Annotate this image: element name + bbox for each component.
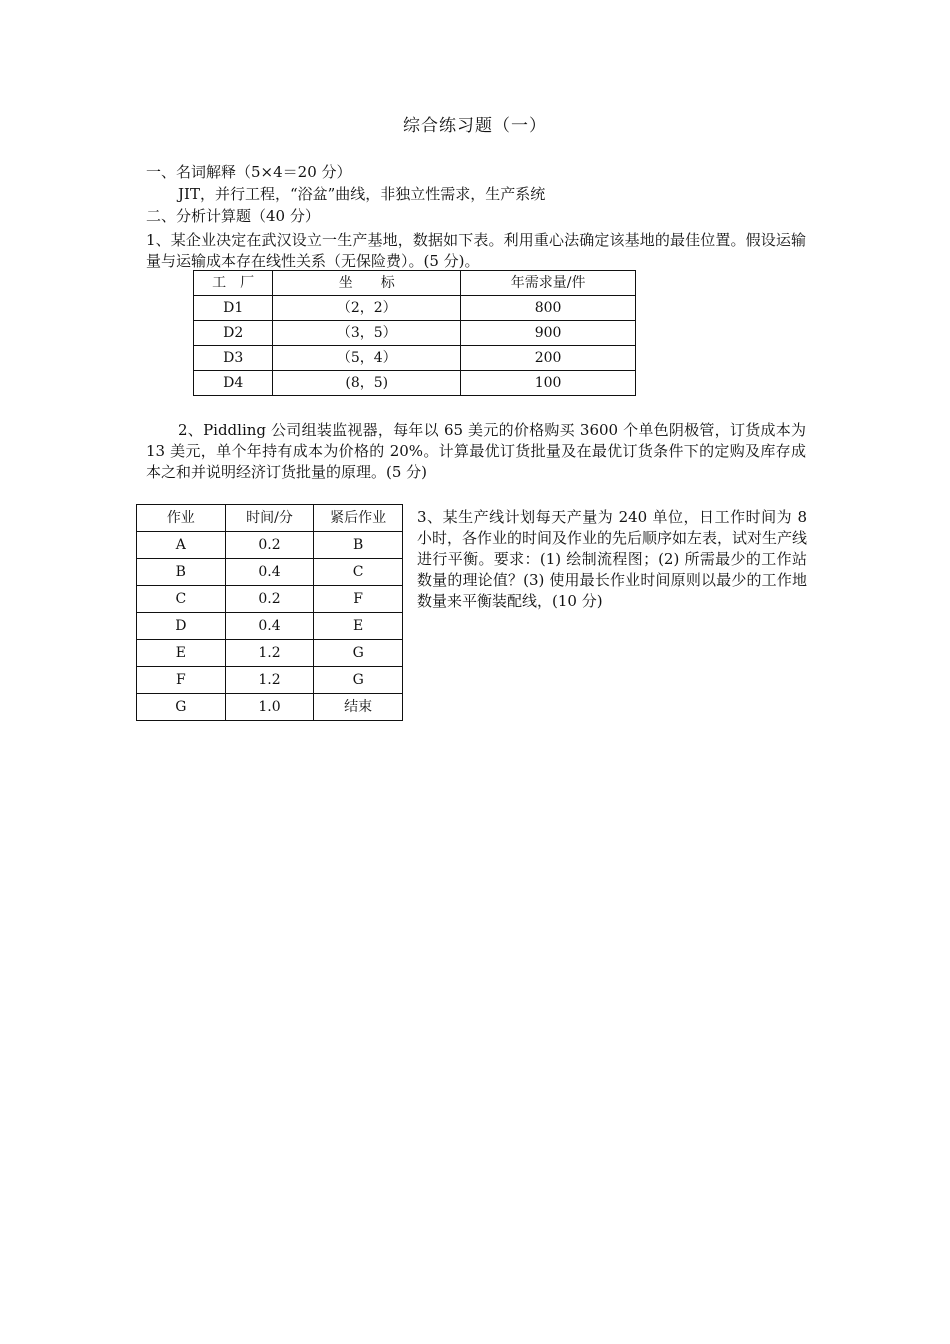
table-row [194,346,636,371]
table-header-row [194,271,636,296]
section2-heading: 二、分析计算题（40 分） [146,207,320,225]
table-cell: （3，5） [273,321,461,346]
table-row [137,667,403,694]
table-cell: G [314,667,403,694]
table-cell: E [137,640,226,667]
table-cell: C [314,559,403,586]
table-row [137,532,403,559]
factory-table [193,270,636,396]
table-cell: D4 [194,371,273,396]
table-row [137,694,403,721]
table-cell: 结束 [314,694,403,721]
table-cell: D [137,613,226,640]
table-cell: (8，5) [273,371,461,396]
table-cell: 0.2 [225,532,314,559]
table-row [194,321,636,346]
table-cell: 0.4 [225,559,314,586]
table-cell: 100 [461,371,636,396]
section1-terms: JIT，并行工程，“浴盆”曲线，非独立性需求，生产系统 [178,185,546,203]
table-cell: 900 [461,321,636,346]
table-cell: 800 [461,296,636,321]
table-row [194,371,636,396]
column-header-task: 作业 [137,505,226,532]
table-row [137,640,403,667]
table-cell: C [137,586,226,613]
table-cell: 200 [461,346,636,371]
table-header-row [137,505,403,532]
question-1-text: 1、某企业决定在武汉设立一生产基地，数据如下表。利用重心法确定该基地的最佳位置。假设运输量与运输成本存在线性关系（无保险费）。(5 分)。 [146,231,806,270]
table-row [137,586,403,613]
question-2-body: 2、Piddling 公司组装监视器，每年以 65 美元的价格购买 3600 个单色阴极管，订货成本为 13 美元，单个年持有成本为价格的 20%。计算最优订货批量及在最优订货条件下的定购及库存成本之和并说明经济订货批量的原理。(5 分) [146,421,806,481]
table-cell: （2，2） [273,296,461,321]
column-header-coordinates: 坐 标 [273,271,461,296]
question-2-text [146,420,806,483]
table-cell: 1.2 [225,667,314,694]
table-cell: E [314,613,403,640]
table-row [194,296,636,321]
table-cell: B [137,559,226,586]
table-cell: G [137,694,226,721]
table-cell: F [314,586,403,613]
table-row [137,559,403,586]
task-table [136,504,403,721]
table-cell: 0.2 [225,586,314,613]
column-header-annual-demand: 年需求量/件 [461,271,636,296]
section1-heading: 一、名词解释（5×4＝20 分） [146,163,352,181]
table-cell: 1.0 [225,694,314,721]
table-row [137,613,403,640]
question-3-text: 3、某生产线计划每天产量为 240 单位，日工作时间为 8 小时，各作业的时间及作业的先后顺序如左表，试对生产线进行平衡。要求：(1) 绘制流程图；(2) 所需最少的工作站数量的理论值？(3) 使用最长作业时间原则以最少的工作地数量来平衡装配线，(10 分) [417,508,808,610]
table-cell: B [314,532,403,559]
table-cell: G [314,640,403,667]
table-cell: D1 [194,296,273,321]
column-header-time: 时间/分 [225,505,314,532]
table-cell: D2 [194,321,273,346]
column-header-successor: 紧后作业 [314,505,403,532]
column-header-factory: 工 厂 [194,271,273,296]
table-cell: A [137,532,226,559]
page-title: 综合练习题（一） [403,116,547,136]
table-cell: （5，4） [273,346,461,371]
table-cell: 0.4 [225,613,314,640]
table-cell: 1.2 [225,640,314,667]
table-cell: F [137,667,226,694]
table-cell: D3 [194,346,273,371]
